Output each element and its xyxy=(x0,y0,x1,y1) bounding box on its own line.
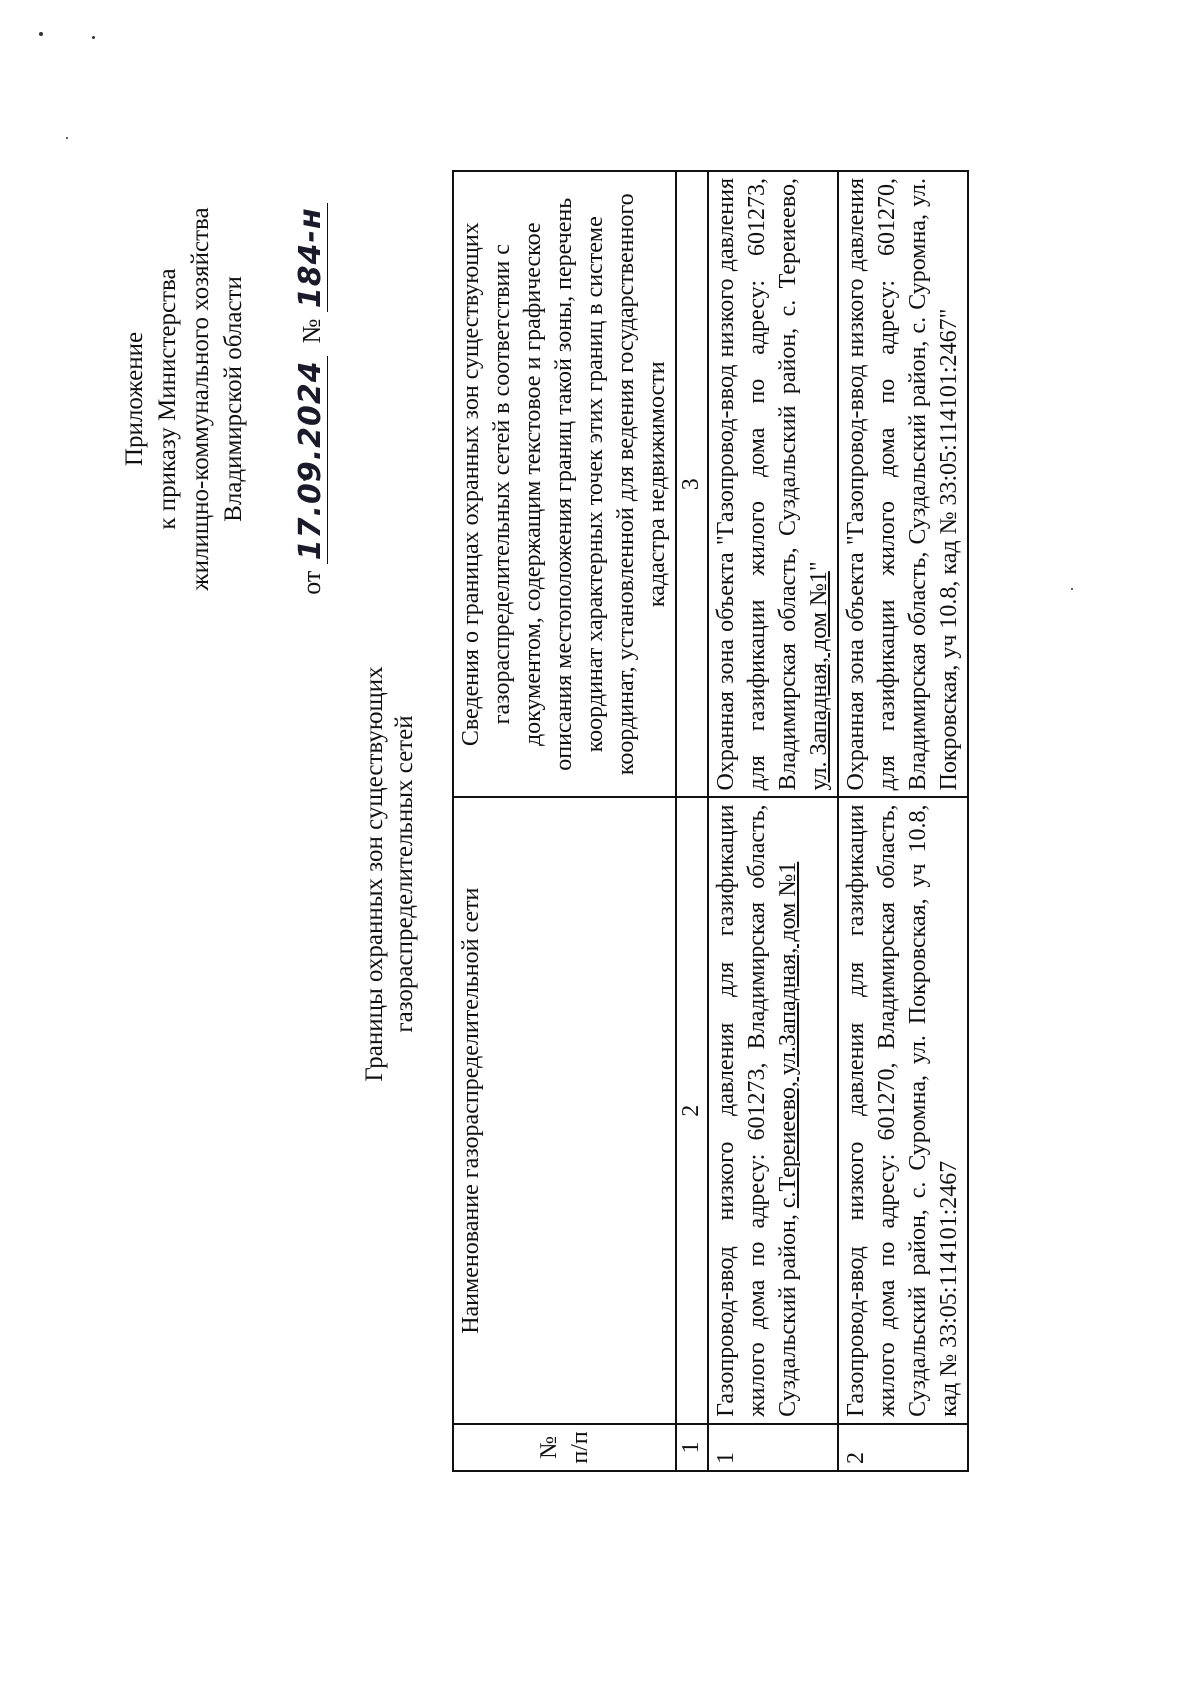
network-name-text: Газопровод-ввод низкого давления для газификации жилого дома по адресу: 601270, Владимирская область, Суздальский район, с. Суромна, ул. Покровская, уч 10.8, кад № 33:05:114101:2467 xyxy=(843,804,962,1417)
zone-info-tail: " xyxy=(806,561,832,572)
appendix-block xyxy=(118,189,328,609)
title-line: газораспределительных сетей xyxy=(391,715,418,1033)
network-name-cell xyxy=(708,797,838,1423)
scan-speck xyxy=(39,32,43,36)
zone-info-cell xyxy=(838,171,968,797)
scan-speck xyxy=(66,137,68,139)
scan-speck xyxy=(1071,588,1073,590)
zone-info-text: Охранная зона объекта "Газопровод-ввод низкого давления для газификации жилого дома по адресу: 601270, Владимирская область, Суздальский район, с. Суромна, ул. Покровская, уч 10.8, кад № 33:05:114101:2467" xyxy=(843,178,962,791)
number-sign: № xyxy=(297,318,326,344)
network-name-text: Газопровод-ввод низкого давления для газификации жилого дома по адресу: 601273, Владимирская область, Суздальский район, xyxy=(713,804,801,1417)
column-number: 2 xyxy=(676,797,708,1423)
appendix-line: к приказу Министерства xyxy=(154,268,181,530)
header-zone-info: Сведения о границах охранных зон существующих газораспределительных сетей в соответствии с документом, содержащим текстовое и графическое описания местоположения границ такой зоны, перечень координат характерных точек этих границ в системе координат, установленной для ведения государственного кадастра недвижимости xyxy=(453,171,676,797)
protection-zones-table xyxy=(452,170,969,1472)
appendix-line: Владимирской области xyxy=(220,276,247,522)
header-number: № п/п xyxy=(453,1424,676,1471)
handwritten-date: 17.09.2024 xyxy=(294,356,328,564)
header-network-name: Наименование газораспределительной сети xyxy=(453,797,676,1423)
title-line: Границы охранных зон существующих xyxy=(361,666,388,1082)
row-number: 1 xyxy=(708,1424,838,1471)
zone-info-underlined: ул. Западная, дом №1 xyxy=(806,571,832,791)
column-number-row xyxy=(676,171,708,1471)
table-row xyxy=(838,171,968,1471)
network-name-underlined: с.Тереиеево, ул.Западная, дом №1 xyxy=(775,861,801,1209)
table-header-row xyxy=(453,171,676,1471)
order-date-line xyxy=(294,189,328,609)
appendix-line: Приложение xyxy=(121,331,148,467)
table-row xyxy=(708,171,838,1471)
handwritten-order-number: 184-н xyxy=(294,203,328,312)
appendix-line: жилищно-коммунального хозяйства xyxy=(187,207,214,591)
document-title xyxy=(360,424,420,1324)
zone-info-text: Охранная зона объекта "Газопровод-ввод низкого давления для газификации жилого дома по адресу: 601273, Владимирская область, Суздальский район, с. Тереиеево, xyxy=(713,178,801,791)
date-prefix: от xyxy=(297,570,326,595)
column-number: 1 xyxy=(676,1424,708,1471)
zone-info-cell xyxy=(708,171,838,797)
scan-speck xyxy=(92,36,95,39)
row-number: 2 xyxy=(838,1424,968,1471)
network-name-cell xyxy=(838,797,968,1423)
column-number: 3 xyxy=(676,171,708,797)
